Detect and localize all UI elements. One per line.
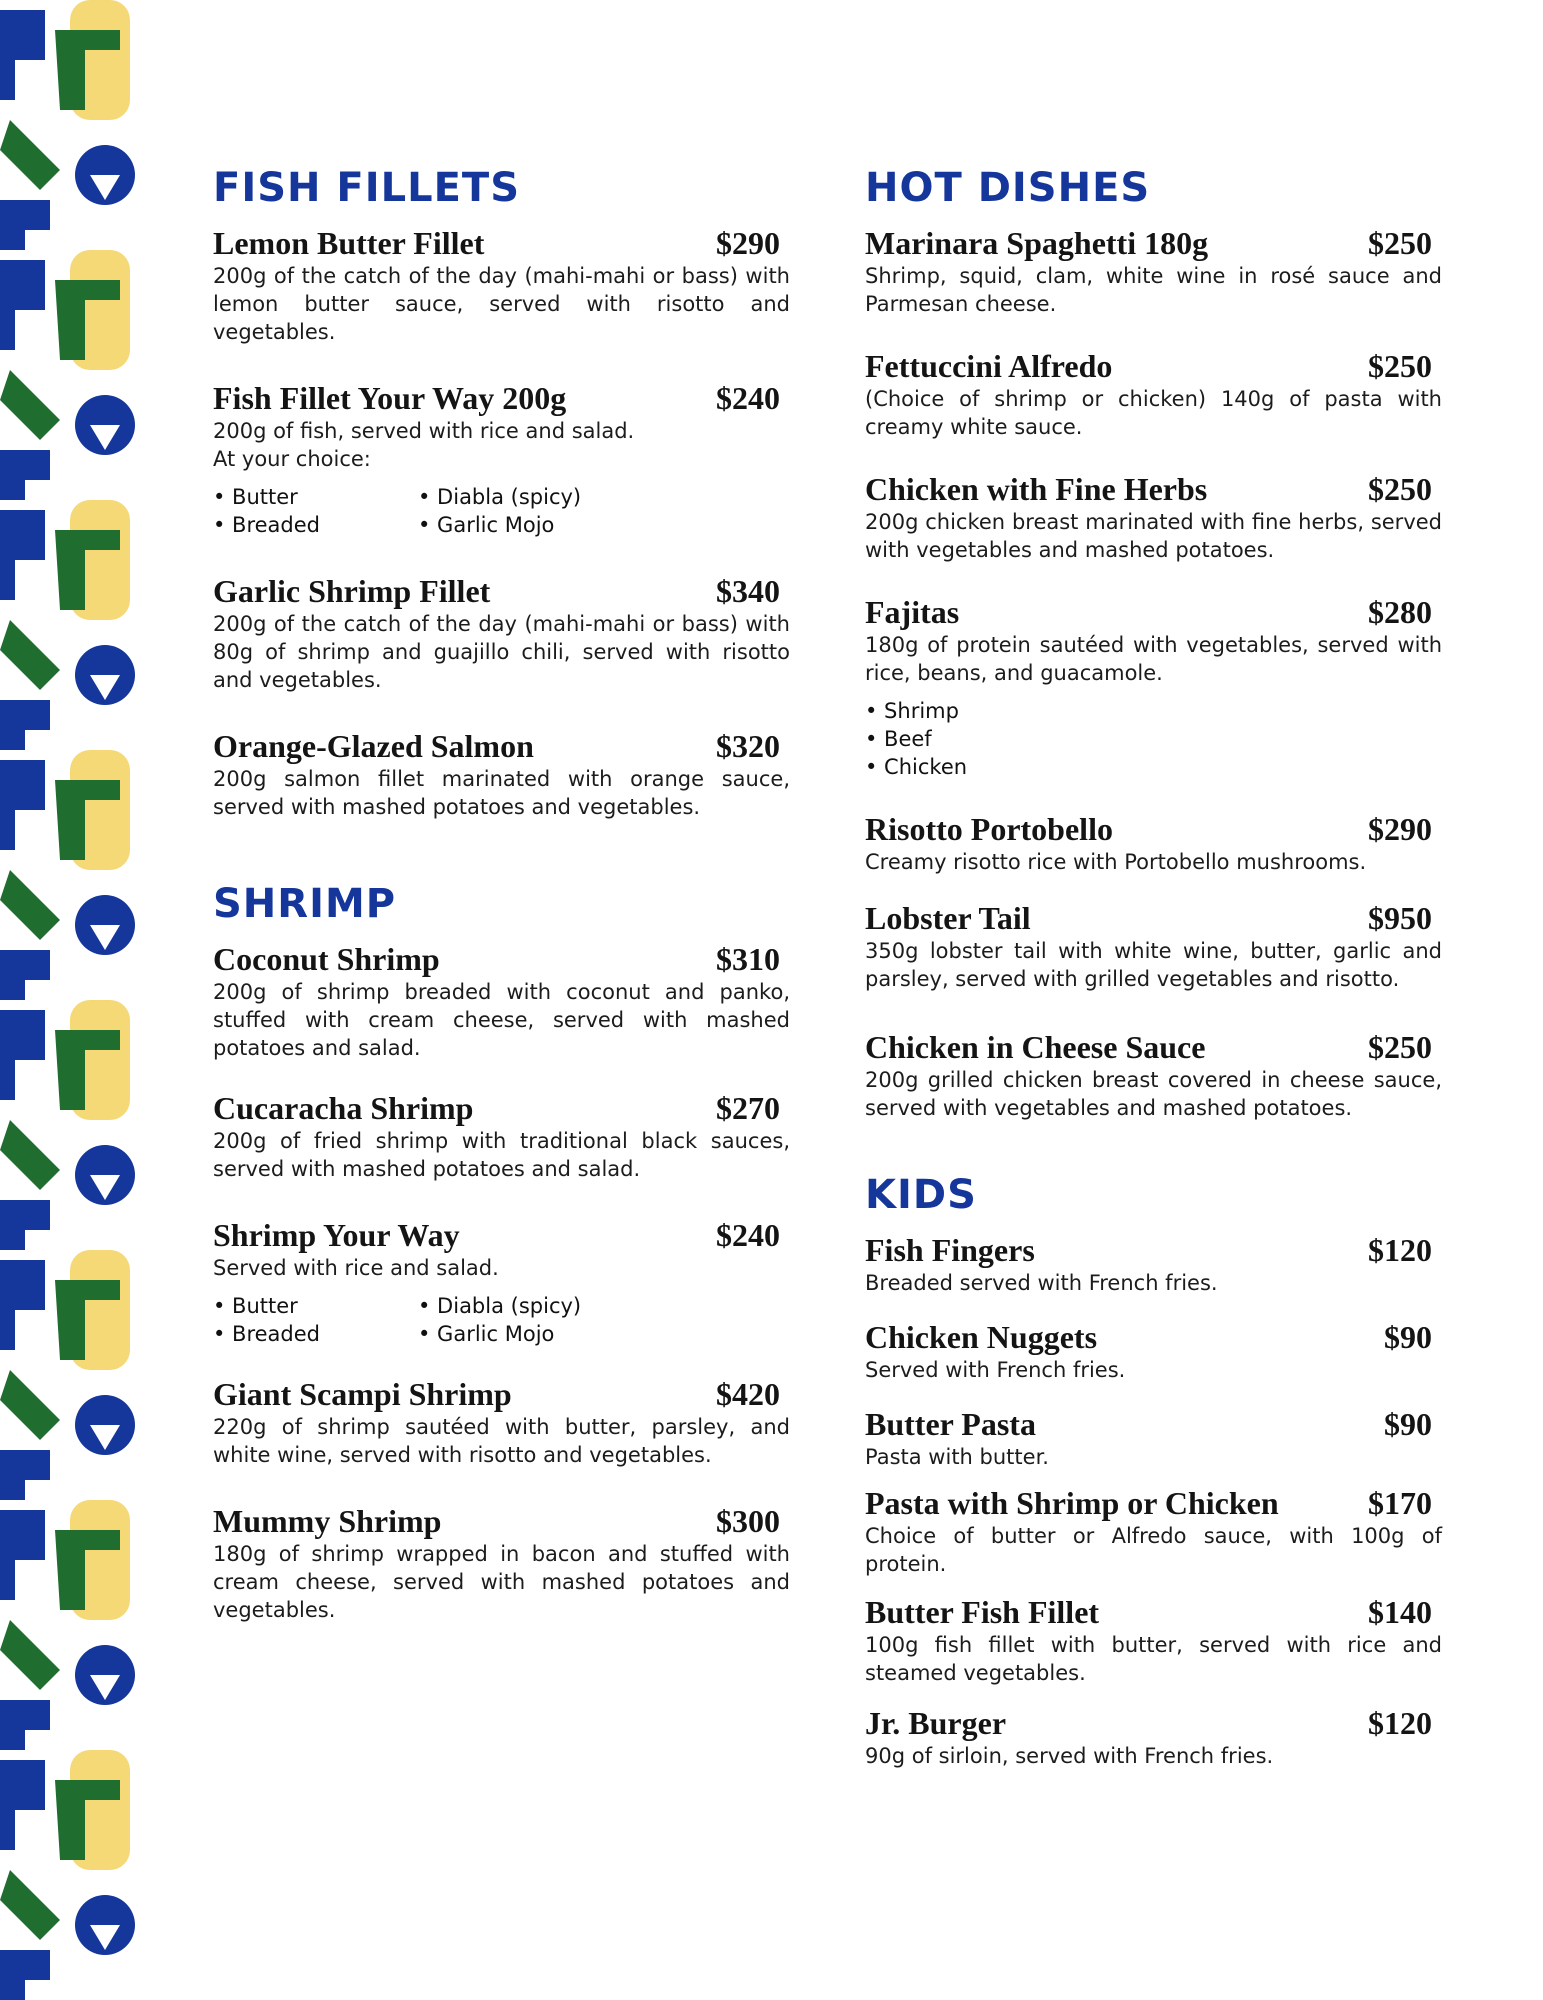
item-name: Butter Fish Fillet [865, 1594, 1100, 1630]
item-price: $310 [716, 941, 780, 977]
menu-item [213, 573, 790, 694]
item-description: 200g salmon fillet marinated with orange sauce, served with mashed potatoes and vegetables. [213, 767, 790, 819]
option: • Butter [213, 485, 298, 509]
menu-item [865, 1705, 1442, 1770]
options-grid [213, 483, 790, 539]
item-name: Mummy Shrimp [213, 1503, 442, 1539]
item-price: $250 [1368, 1029, 1432, 1065]
menu-item [213, 728, 790, 821]
item-name: Fish Fingers [865, 1232, 1035, 1268]
item-name: Fettuccini Alfredo [865, 348, 1113, 384]
item-description: 90g of sirloin, served with French fries. [865, 1744, 1274, 1768]
item-name: Chicken with Fine Herbs [865, 471, 1208, 507]
item-price: $90 [1384, 1406, 1432, 1442]
item-description: 220g of shrimp sautéed with butter, parsley, and white wine, served with risotto and vegetables. [213, 1415, 790, 1467]
item-name: Fajitas [865, 594, 960, 630]
menu-item [213, 941, 790, 1062]
menu-item [213, 380, 790, 539]
item-price: $250 [1368, 471, 1432, 507]
right-column [865, 165, 1442, 1804]
item-name: Garlic Shrimp Fillet [213, 573, 491, 609]
item-name: Cucaracha Shrimp [213, 1090, 474, 1126]
item-description: 350g lobster tail with white wine, butter, garlic and parsley, served with grilled vegetables and risotto. [865, 939, 1442, 991]
item-price: $950 [1368, 900, 1432, 936]
menu-item [865, 471, 1442, 564]
item-price: $120 [1368, 1232, 1432, 1268]
menu-item [865, 1485, 1442, 1578]
menu-item [865, 811, 1442, 876]
options-list [865, 697, 1442, 781]
options-grid [213, 1292, 790, 1348]
menu-item [865, 900, 1442, 993]
item-name: Jr. Burger [865, 1705, 1007, 1741]
option: • Breaded [213, 513, 321, 537]
item-price: $240 [716, 1217, 780, 1253]
item-price: $240 [716, 380, 780, 416]
option: • Shrimp [865, 699, 959, 723]
item-price: $300 [716, 1503, 780, 1539]
option: • Butter [213, 1294, 298, 1318]
menu-item [865, 225, 1442, 318]
item-price: $140 [1368, 1594, 1432, 1630]
item-name: Chicken in Cheese Sauce [865, 1029, 1206, 1065]
item-price: $270 [716, 1090, 780, 1126]
item-description: Choice of butter or Alfredo sauce, with 100g of protein. [865, 1524, 1442, 1576]
item-price: $290 [716, 225, 780, 261]
item-name: Risotto Portobello [865, 811, 1113, 847]
menu-item [213, 1503, 790, 1624]
item-description: 200g of fried shrimp with traditional black sauces, served with mashed potatoes and salad. [213, 1129, 790, 1181]
item-name: Coconut Shrimp [213, 941, 440, 977]
option: • Garlic Mojo [418, 1322, 555, 1346]
left-column [213, 165, 790, 1658]
menu-item [865, 1594, 1442, 1687]
menu-item [213, 1217, 790, 1348]
item-description: (Choice of shrimp or chicken) 140g of pasta with creamy white sauce. [865, 387, 1442, 439]
item-description: 200g grilled chicken breast covered in cheese sauce, served with vegetables and mashed potatoes. [865, 1068, 1442, 1120]
section-title-hot-dishes: HOT DISHES [865, 165, 1151, 211]
item-price: $120 [1368, 1705, 1432, 1741]
item-description: Pasta with butter. [865, 1445, 1049, 1469]
item-description: 180g of shrimp wrapped in bacon and stuffed with cream cheese, served with mashed potatoes and vegetables. [213, 1542, 790, 1622]
item-description: Shrimp, squid, clam, white wine in rosé sauce and Parmesan cheese. [865, 264, 1442, 316]
item-name: Pasta with Shrimp or Chicken [865, 1485, 1279, 1521]
option: • Diabla (spicy) [418, 1294, 582, 1318]
item-price: $90 [1384, 1319, 1432, 1355]
menu-item [213, 1090, 790, 1183]
item-description: Creamy risotto rice with Portobello mushrooms. [865, 850, 1367, 874]
item-name: Shrimp Your Way [213, 1217, 460, 1253]
item-note: At your choice: [213, 447, 371, 471]
item-description: Served with French fries. [865, 1358, 1126, 1382]
menu-item [865, 1029, 1442, 1122]
menu-item [213, 1376, 790, 1469]
option: • Diabla (spicy) [418, 485, 582, 509]
item-description: 100g fish fillet with butter, served with rice and steamed vegetables. [865, 1633, 1442, 1685]
option: • Garlic Mojo [418, 513, 555, 537]
item-price: $340 [716, 573, 780, 609]
item-description: 200g chicken breast marinated with fine herbs, served with vegetables and mashed potatoes. [865, 510, 1442, 562]
item-description: Served with rice and salad. [213, 1256, 499, 1280]
option: • Breaded [213, 1322, 321, 1346]
section-title-fish-fillets: FISH FILLETS [213, 165, 521, 211]
item-name: Giant Scampi Shrimp [213, 1376, 512, 1412]
item-description: 200g of the catch of the day (mahi-mahi or bass) with lemon butter sauce, served with risotto and vegetables. [213, 264, 790, 344]
item-name: Fish Fillet Your Way 200g [213, 380, 567, 416]
item-price: $320 [716, 728, 780, 764]
item-description: 180g of protein sautéed with vegetables, served with rice, beans, and guacamole. [865, 633, 1442, 685]
item-name: Lemon Butter Fillet [213, 225, 485, 261]
item-description: 200g of the catch of the day (mahi-mahi or bass) with 80g of shrimp and guajillo chili, served with risotto and vegetables. [213, 612, 790, 692]
item-name: Butter Pasta [865, 1406, 1036, 1442]
item-description: 200g of shrimp breaded with coconut and panko, stuffed with cream cheese, served with mashed potatoes and salad. [213, 980, 790, 1060]
option: • Beef [865, 727, 932, 751]
item-name: Lobster Tail [865, 900, 1031, 936]
item-price: $250 [1368, 225, 1432, 261]
menu-item [865, 1232, 1442, 1297]
item-description: 200g of fish, served with rice and salad. [213, 419, 635, 443]
item-price: $170 [1368, 1485, 1432, 1521]
decorative-pattern-border [0, 0, 138, 2000]
item-price: $290 [1368, 811, 1432, 847]
item-price: $280 [1368, 594, 1432, 630]
menu-item [865, 594, 1442, 781]
item-price: $250 [1368, 348, 1432, 384]
section-title-kids: KIDS [865, 1172, 977, 1218]
item-name: Orange-Glazed Salmon [213, 728, 534, 764]
item-description: Breaded served with French fries. [865, 1271, 1218, 1295]
menu-item [865, 348, 1442, 441]
menu-item [865, 1406, 1442, 1471]
section-title-shrimp: SHRIMP [213, 881, 397, 927]
item-name: Marinara Spaghetti 180g [865, 225, 1209, 261]
menu-item [213, 225, 790, 346]
option: • Chicken [865, 755, 968, 779]
item-price: $420 [716, 1376, 780, 1412]
item-name: Chicken Nuggets [865, 1319, 1098, 1355]
menu-item [865, 1319, 1442, 1384]
